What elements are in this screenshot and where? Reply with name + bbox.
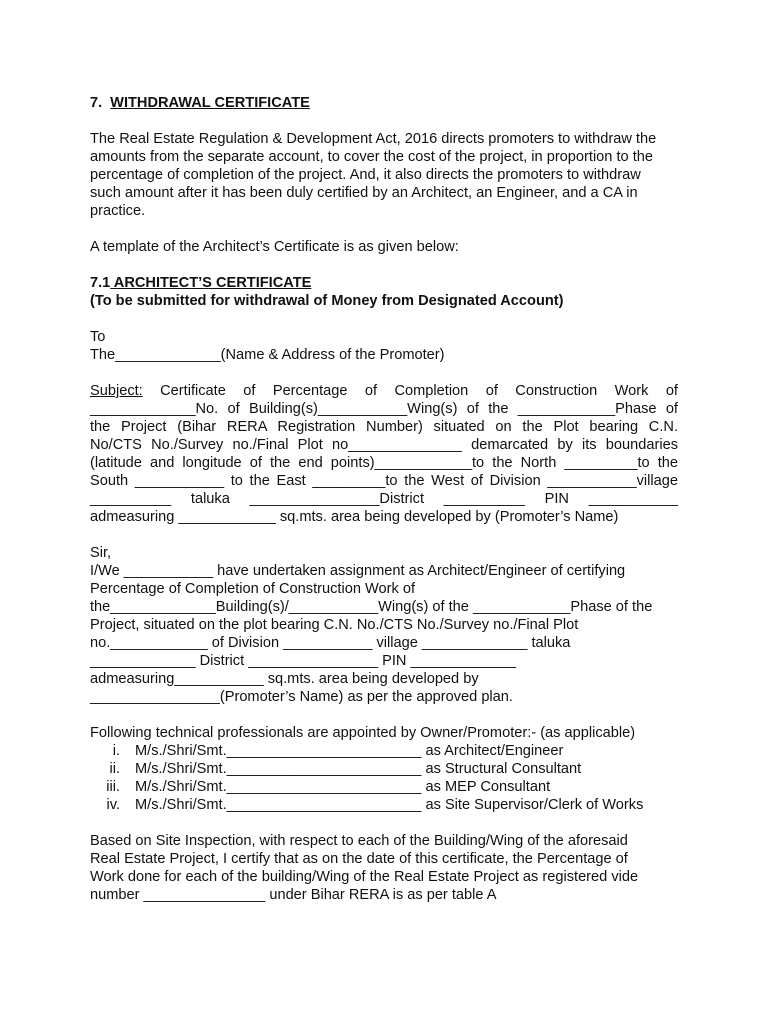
subject-last-line: admeasuring ____________ sq.mts. area being developed by (Promoter’s Name) bbox=[90, 509, 619, 525]
list-item-text: M/s./Shri/Smt.________________________ as Structural Consultant bbox=[135, 761, 582, 777]
section-7-1-heading bbox=[90, 274, 678, 292]
closing-line: Work done for each of the building/Wing of the Real Estate Project as registered vide bbox=[90, 869, 639, 885]
professionals-list bbox=[90, 742, 678, 814]
template-line: A template of the Architect’s Certificate is as given below: bbox=[90, 239, 459, 255]
section-7-number: 7. bbox=[90, 95, 103, 111]
subject-paragraph bbox=[90, 382, 678, 526]
professionals-intro: Following technical professionals are appointed by Owner/Promoter:- (as applicable) bbox=[90, 725, 636, 741]
subject-first-line bbox=[90, 382, 678, 400]
body-line: admeasuring___________ sq.mts. area being developed by bbox=[90, 671, 479, 687]
document-page bbox=[90, 94, 678, 904]
closing-paragraph bbox=[90, 832, 678, 904]
intro-line: percentage of completion of the project. And, it also directs the promoters to withdraw bbox=[90, 167, 641, 183]
body-paragraph bbox=[90, 562, 678, 706]
body-line: Project, situated on the plot bearing C.N. No./CTS No./Survey no./Final Plot bbox=[90, 617, 579, 633]
intro-line: practice. bbox=[90, 203, 146, 219]
subject-line: __________ taluka ________________District __________ PIN ___________ bbox=[90, 491, 678, 507]
list-item bbox=[90, 778, 678, 796]
list-item-number: iii. bbox=[106, 779, 120, 795]
subject-line: No/CTS No./Survey no./Final Plot no______________ demarcated by its boundaries bbox=[90, 437, 678, 453]
closing-line: Based on Site Inspection, with respect to each of the Building/Wing of the aforesaid bbox=[90, 833, 628, 849]
address-the: The_____________(Name & Address of the Promoter) bbox=[90, 347, 445, 363]
salutation: Sir, bbox=[90, 545, 112, 561]
body-line: ________________(Promoter’s Name) as per the approved plan. bbox=[90, 689, 513, 705]
subject-line: _____________No. of Building(s)___________Wing(s) of the ____________Phase of bbox=[90, 401, 678, 417]
body-line: Percentage of Completion of Construction Work of bbox=[90, 581, 416, 597]
list-item bbox=[90, 760, 678, 778]
section-7-1-subtitle: (To be submitted for withdrawal of Money from Designated Account) bbox=[90, 293, 564, 309]
closing-line: Real Estate Project, I certify that as on the date of this certificate, the Percentage of bbox=[90, 851, 628, 867]
section-7-1-number: 7.1 bbox=[90, 275, 111, 291]
body-line: the_____________Building(s)/___________Wing(s) of the ____________Phase of the bbox=[90, 599, 653, 615]
list-item-number: iv. bbox=[106, 797, 120, 813]
subject-line: (latitude and longitude of the end points)____________to the North _________to the bbox=[90, 455, 678, 471]
closing-line: number _______________ under Bihar RERA is as per table A bbox=[90, 887, 497, 903]
section-7-heading bbox=[90, 94, 678, 112]
list-item-number: ii. bbox=[109, 761, 120, 777]
list-item bbox=[90, 796, 678, 814]
list-item-text: M/s./Shri/Smt.________________________ as Site Supervisor/Clerk of Works bbox=[135, 797, 644, 813]
body-line: no.____________ of Division ___________ village _____________ taluka bbox=[90, 635, 571, 651]
list-item-text: M/s./Shri/Smt.________________________ as MEP Consultant bbox=[135, 779, 551, 795]
address-to: To bbox=[90, 329, 106, 345]
subject-label: Subject: bbox=[90, 383, 143, 399]
list-item-number: i. bbox=[112, 743, 120, 759]
subject-line: the Project (Bihar RERA Registration Number) situated on the Plot bearing C.N. bbox=[90, 419, 678, 435]
section-7-1-title: ARCHITECT’S CERTIFICATE bbox=[110, 275, 312, 291]
body-line: _____________ District ________________ PIN _____________ bbox=[90, 653, 517, 669]
list-item-text: M/s./Shri/Smt.________________________ as Architect/Engineer bbox=[135, 743, 564, 759]
intro-line: such amount after it has been duly certified by an Architect, an Engineer, and a CA in bbox=[90, 185, 638, 201]
intro-paragraph bbox=[90, 130, 678, 220]
subject-line: South ___________ to the East _________to the West of Division ___________village bbox=[90, 473, 678, 489]
intro-line: amounts from the separate account, to cover the cost of the project, in proportion to the bbox=[90, 149, 653, 165]
subject-first-text: Certificate of Percentage of Completion of Construction Work of bbox=[142, 383, 678, 399]
list-item bbox=[90, 742, 678, 760]
body-line: I/We ___________ have undertaken assignment as Architect/Engineer of certifying bbox=[90, 563, 626, 579]
section-7-title: WITHDRAWAL CERTIFICATE bbox=[110, 95, 310, 111]
intro-line: The Real Estate Regulation & Development Act, 2016 directs promoters to withdraw the bbox=[90, 131, 657, 147]
